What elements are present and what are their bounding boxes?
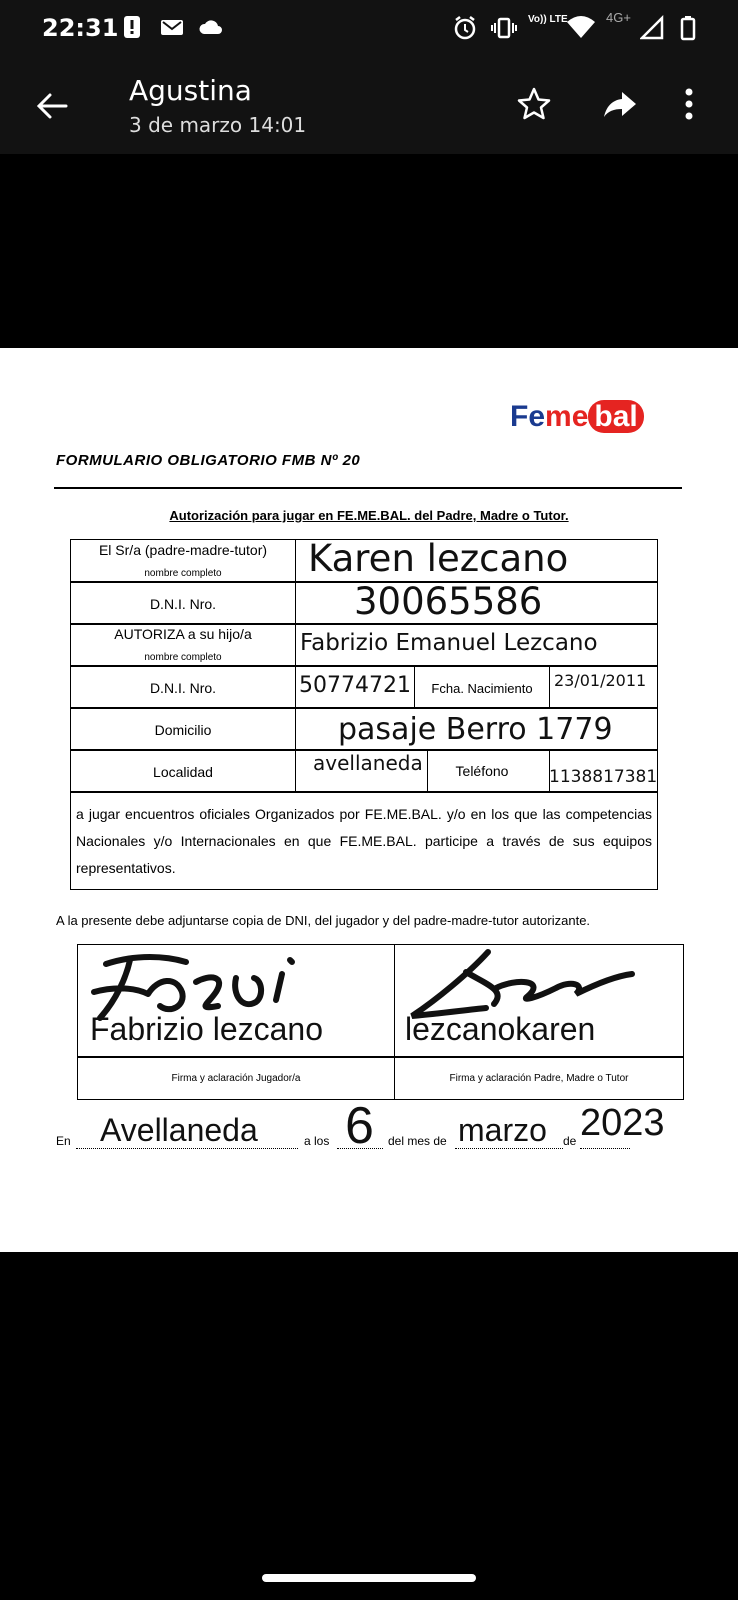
share-icon[interactable]	[602, 88, 638, 125]
address-value: pasaje Berro 1779	[338, 712, 613, 747]
parent-signature-caption: Firma y aclaración Padre, Madre o Tutor	[449, 1073, 629, 1084]
more-vert-icon[interactable]	[684, 86, 694, 127]
authorization-text: a jugar encuentros oficiales Organizados por FE.ME.BAL. y/o en los que las competencias Nacionales y/o Internacionales en que FE.ME.BAL. participe a través de sus equipos representativos.	[76, 806, 652, 876]
attachment-image[interactable]	[0, 348, 738, 1252]
parent-dni-label: D.N.I. Nro.	[149, 596, 217, 612]
title-divider	[54, 487, 682, 489]
network-type: 4G+	[606, 10, 631, 25]
parent-name-value: Karen lezcano	[308, 537, 569, 580]
authorization-title: Autorización para jugar en FE.ME.BAL. del Padre, Madre o Tutor.	[169, 508, 569, 523]
city-value: avellaneda	[313, 751, 423, 775]
footer-de-label: de	[563, 1134, 577, 1148]
player-signature-caption: Firma y aclaración Jugador/a	[171, 1073, 301, 1084]
alert-icon	[124, 14, 140, 45]
phone-label: Teléfono	[455, 763, 509, 779]
status-bar	[0, 0, 738, 56]
player-signature-name: Fabrizio lezcano	[90, 1011, 323, 1047]
app-bar	[0, 56, 738, 154]
birth-date-label: Fcha. Nacimiento	[431, 681, 533, 696]
parent-label: El Sr/a (padre-madre-tutor)	[98, 542, 268, 558]
city-label: Localidad	[153, 764, 213, 780]
femebal-logo: Feme bal	[510, 400, 644, 434]
form-title: FORMULARIO OBLIGATORIO FMB Nº 20	[56, 452, 361, 469]
parent-dni-value: 30065586	[354, 580, 543, 623]
vibrate-icon	[490, 14, 518, 47]
child-dni-value: 50774721	[299, 673, 411, 698]
footer-a-los-label: a los	[304, 1134, 330, 1148]
gesture-nav-bar[interactable]	[262, 1574, 476, 1582]
back-arrow-icon[interactable]	[30, 84, 74, 128]
status-time: 22:31	[42, 14, 119, 42]
child-sublabel: nombre completo	[144, 652, 222, 663]
phone-value: 1138817381	[549, 767, 658, 787]
birth-date-value: 23/01/2011	[554, 671, 647, 690]
sender-name: Agustina	[129, 74, 252, 107]
wifi-icon	[566, 14, 596, 47]
alarm-icon	[452, 14, 478, 47]
footer-year: 2023	[580, 1102, 665, 1144]
address-label: Domicilio	[154, 722, 212, 738]
child-name-value: Fabrizio Emanuel Lezcano	[300, 630, 598, 656]
signal-icon	[640, 14, 664, 47]
attachment-note: A la presente debe adjuntarse copia de DNI, del jugador y del padre-madre-tutor autorizante.	[56, 913, 591, 928]
cloud-icon	[198, 14, 224, 45]
gmail-icon	[160, 14, 184, 45]
star-icon[interactable]	[516, 86, 552, 127]
footer-en-label: En	[56, 1134, 71, 1148]
parent-signature-name: lezcanokaren	[405, 1011, 596, 1047]
footer-place: Avellaneda	[100, 1112, 258, 1148]
parent-sublabel: nombre completo	[144, 568, 222, 579]
authorizes-label: AUTORIZA a su hijo/a	[114, 626, 252, 642]
message-date: 3 de marzo 14:01	[129, 113, 307, 137]
battery-icon	[680, 14, 696, 47]
footer-month: marzo	[458, 1112, 547, 1148]
footer-day: 6	[345, 1097, 374, 1155]
footer-mes-label: del mes de	[388, 1134, 447, 1148]
volte-icon: Vo)) LTE	[528, 14, 568, 25]
child-dni-label: D.N.I. Nro.	[149, 680, 217, 696]
